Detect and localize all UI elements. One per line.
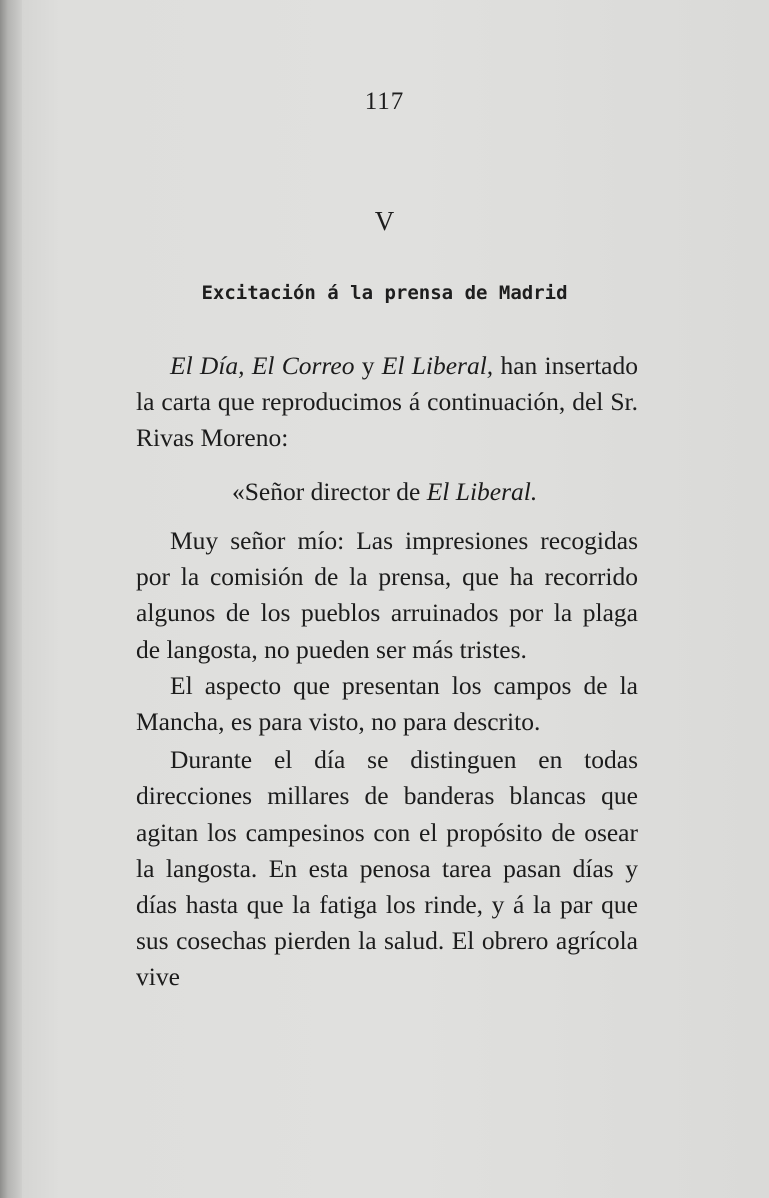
body-paragraph: Durante el día se distinguen en todas direcciones millares de banderas blancas que agitan los campesinos con el propósito de osear la langosta. En esta penosa tarea pasan días y días hasta que la fatiga los rinde, y á la par que sus cosechas pierden la salud. El obrero agrícola vive bbox=[136, 745, 638, 992]
salutation bbox=[136, 474, 638, 510]
newspaper-name: El Liberal. bbox=[426, 477, 538, 506]
page-number: 117 bbox=[364, 88, 405, 115]
newspaper-name: El Correo bbox=[251, 351, 355, 380]
chapter-numeral: V bbox=[374, 206, 395, 236]
newspaper-name: El Liberal, bbox=[381, 351, 494, 380]
body-paragraph: El aspecto que presentan los campos de la Mancha, es para visto, no para descrito. bbox=[136, 670, 638, 737]
binding-shadow bbox=[0, 0, 22, 1198]
intro-paragraph bbox=[136, 348, 638, 473]
section-title: Excitación á la prensa de Madrid bbox=[201, 282, 568, 304]
body-paragraph: Muy señor mío: Las impresiones recogidas por la comisión de la prensa, que ha recorrido algunos de los pueblos arruinados por la plaga de langosta, no pueden ser más tristes. bbox=[136, 526, 638, 664]
conjunction: y bbox=[361, 351, 375, 380]
intro-text: han insertado la carta que reproducimos á continuación, del Sr. Rivas Moreno: bbox=[136, 351, 638, 453]
letter-body bbox=[136, 523, 638, 996]
salutation-prefix: «Señor director de bbox=[232, 477, 421, 506]
newspaper-name: El Día, bbox=[170, 351, 245, 380]
